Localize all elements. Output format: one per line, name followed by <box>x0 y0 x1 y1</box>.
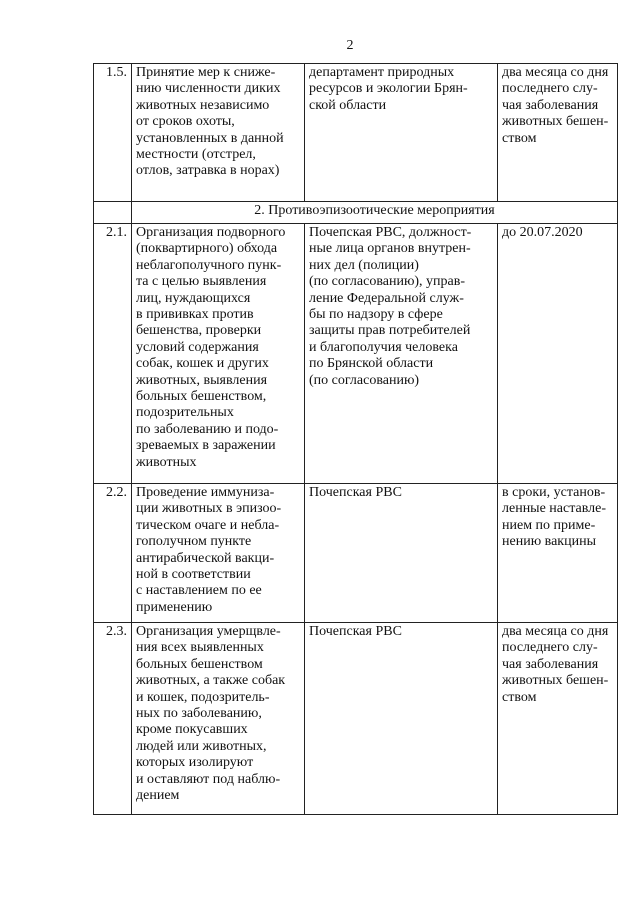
responsible-cell: Почепская РВС <box>305 484 498 623</box>
responsible-cell: Почепская РВС, должност- ные лица органов внутрен- них дел (полиции) (по согласованию), управ- ление Федеральной служ- бы по надзору в сфере защиты прав потребителей и благополучия человека по Брянской области (по согласованию) <box>305 224 498 484</box>
table-row <box>94 623 618 815</box>
table-row <box>94 64 618 202</box>
row-number: 2.1. <box>94 224 132 484</box>
deadline-cell: в сроки, установ- ленные наставле- нием по приме- нению вакцины <box>498 484 618 623</box>
row-number: 2.2. <box>94 484 132 623</box>
measures-table <box>93 63 618 815</box>
table-row <box>94 484 618 623</box>
section-row <box>94 202 618 224</box>
deadline-cell: два месяца со дня последнего слу- чая заболевания животных бешен- ством <box>498 623 618 815</box>
section-title: 2. Противоэпизоотические мероприятия <box>132 202 618 224</box>
responsible-cell: Почепская РВС <box>305 623 498 815</box>
responsible-cell: департамент природных ресурсов и экологии Брян- ской области <box>305 64 498 202</box>
deadline-cell: два месяца со дня последнего слу- чая заболевания животных бешен- ством <box>498 64 618 202</box>
measure-cell: Принятие мер к сниже- нию численности диких животных независимо от сроков охоты, установленных в данной местности (отстрел, отлов, затравка в норах) <box>132 64 305 202</box>
measure-cell: Организация подворного (поквартирного) обхода неблагополучного пунк- та с целью выявления лиц, нуждающихся в прививках против бешенства, проверки условий содержания собак, кошек и других животных, выявления больных бешенством, подозрительных по заболеванию и подо- зреваемых в заражении животных <box>132 224 305 484</box>
row-number: 2.3. <box>94 623 132 815</box>
table-row <box>94 224 618 484</box>
measure-cell: Проведение иммуниза- ции животных в эпизоо- тическом очаге и небла- гополучном пункте антирабической вакци- ной в соответствии с наставлением по ее применению <box>132 484 305 623</box>
page-number: 2 <box>346 38 354 53</box>
deadline-cell: до 20.07.2020 <box>498 224 618 484</box>
section-spacer <box>94 202 132 224</box>
row-number: 1.5. <box>94 64 132 202</box>
measure-cell: Организация умерщвле- ния всех выявленных больных бешенством животных, а также собак и кошек, подозритель- ных по заболеванию, кроме покусавших людей или животных, которых изолируют и оставляют под наблю- дением <box>132 623 305 815</box>
